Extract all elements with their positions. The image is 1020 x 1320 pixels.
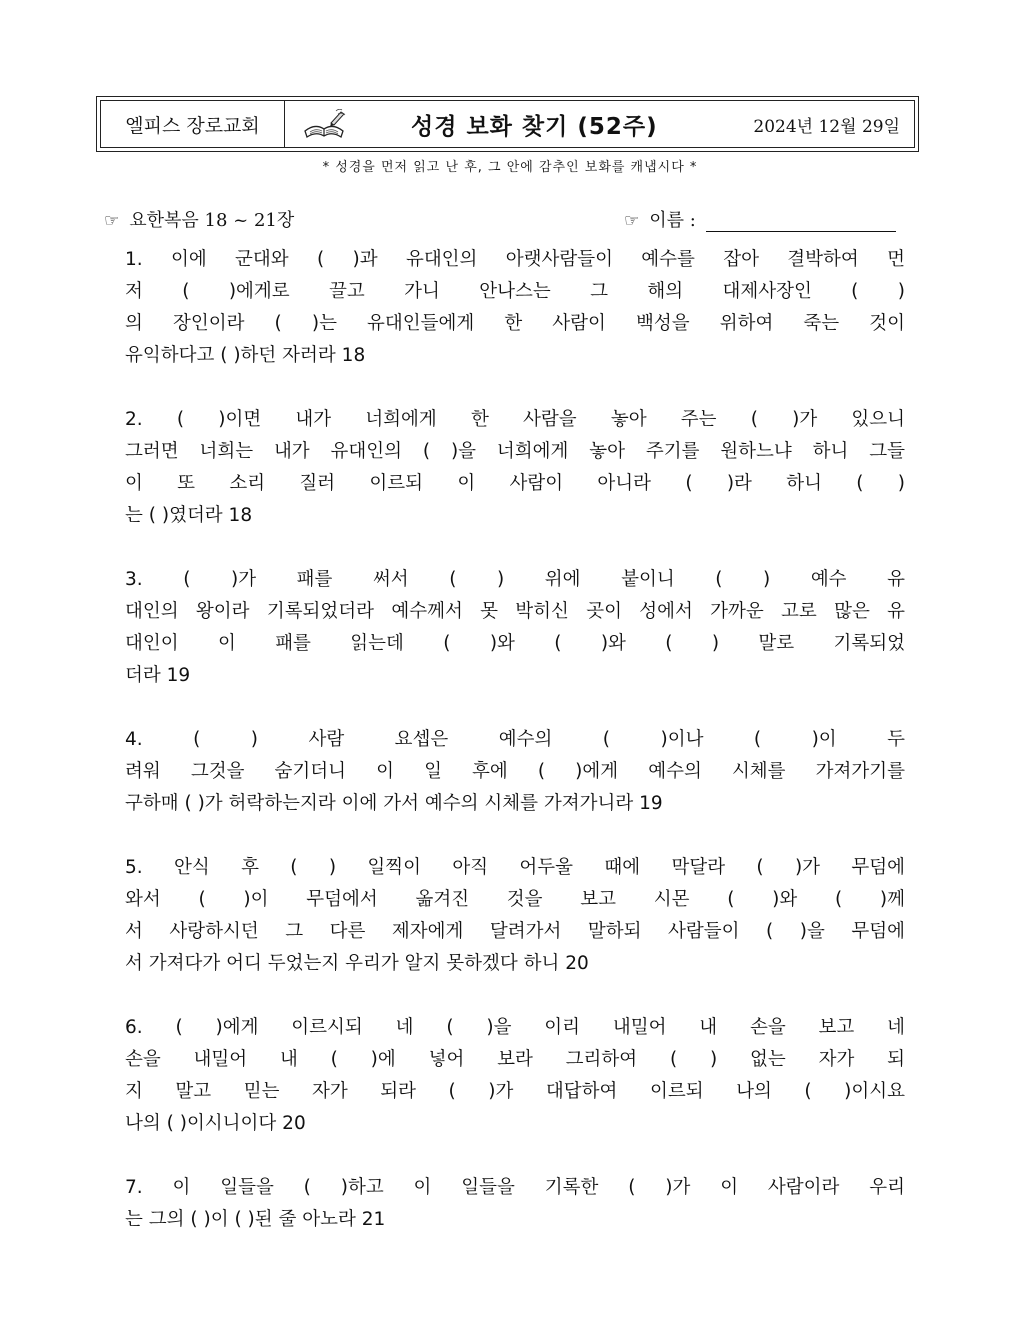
question-text-line: 와서 ( )이 무덤에서 옮겨진 것을 보고 시몬 ( )와 ( )께: [125, 889, 905, 910]
question-item: [125, 852, 905, 980]
question-item: [125, 1172, 905, 1236]
header-box: [96, 96, 919, 152]
name-field-group: [624, 206, 896, 232]
pointing-hand-icon: ☞: [104, 211, 120, 231]
header-inner-border: [100, 100, 915, 148]
page-title: 성경 보화 찾기 (52주): [411, 113, 658, 140]
question-text-line: 더라 19: [125, 665, 191, 686]
question-text-line: 6. ( )에게 이르시되 네 ( )을 이리 내밀어 내 손을 보고 네: [125, 1017, 905, 1038]
question-text-line: 는 그의 ( )이 ( )된 줄 아노라 21: [125, 1209, 386, 1230]
question-text-line: 는 ( )였더라 18: [125, 505, 253, 526]
date-label: 2024년 12월 29일: [753, 116, 900, 137]
question-text-line: 서 가져다가 어디 두었는지 우리가 알지 못하겠다 하니 20: [125, 953, 589, 974]
open-bible-icon: [301, 109, 347, 143]
scripture-label: 요한복음 18 ~ 21장: [129, 210, 295, 231]
question-text-line: 서 사랑하시던 그 다른 제자에게 달려가서 말하되 사람들이 ( )을 무덤에: [125, 921, 905, 942]
church-name: 엘피스 장로교회: [101, 101, 285, 147]
question-text-line: 3. ( )가 패를 써서 ( ) 위에 붙이니 ( ) 예수 유: [125, 569, 905, 590]
question-text-line: 그러면 너희는 내가 유대인의 ( )을 너희에게 놓아 주기를 원하느냐 하니 그들: [125, 441, 905, 462]
name-label: 이름 :: [649, 210, 696, 231]
question-text-line: 1. 이에 군대와 ( )과 유대인의 아랫사람들이 예수를 잡아 결박하여 먼: [125, 249, 905, 270]
question-text-line: 나의 ( )이시니이다 20: [125, 1113, 306, 1134]
question-text-line: 대인의 왕이라 기록되었더라 예수께서 못 박히신 곳이 성에서 가까운 고로 많은 유: [125, 601, 905, 622]
question-list: [125, 244, 905, 1268]
question-text-line: 2. ( )이면 내가 너희에게 한 사람을 놓아 주는 ( )가 있으니: [125, 409, 905, 430]
question-text-line: 대인이 이 패를 읽는데 ( )와 ( )와 ( ) 말로 기록되었: [125, 633, 905, 654]
question-text-line: 의 장인이라 ( )는 유대인들에게 한 사람이 백성을 위하여 죽는 것이: [125, 313, 905, 334]
question-item: [125, 564, 905, 692]
question-text-line: 지 말고 믿는 자가 되라 ( )가 대답하여 이르되 나의 ( )이시요: [125, 1081, 905, 1102]
instruction-subtitle: * 성경을 먼저 읽고 난 후, 그 안에 감추인 보화를 캐냅시다 *: [322, 160, 698, 175]
scripture-reference: [104, 206, 294, 232]
question-text-line: 구하매 ( )가 허락하는지라 이에 가서 예수의 시체를 가져가니라 19: [125, 793, 663, 814]
question-text-line: 유익하다고 ( )하던 자러라 18: [125, 345, 366, 366]
name-input-line[interactable]: [706, 211, 896, 232]
question-item: [125, 724, 905, 820]
question-text-line: 4. ( ) 사람 요셉은 예수의 ( )이나 ( )이 두: [125, 729, 905, 750]
question-text-line: 손을 내밀어 내 ( )에 넣어 보라 그리하여 ( ) 없는 자가 되: [125, 1049, 905, 1070]
question-text-line: 7. 이 일들을 ( )하고 이 일들을 기록한 ( )가 이 사람이라 우리: [125, 1177, 905, 1198]
question-text-line: 려워 그것을 숨기더니 이 일 후에 ( )에게 예수의 시체를 가져가기를: [125, 761, 905, 782]
question-item: [125, 1012, 905, 1140]
question-text-line: 저 ( )에게로 끌고 가니 안나스는 그 해의 대제사장인 ( ): [125, 281, 905, 302]
question-text-line: 이 또 소리 질러 이르되 이 사람이 아니라 ( )라 하니 ( ): [125, 473, 905, 494]
question-item: [125, 404, 905, 532]
question-text-line: 5. 안식 후 ( ) 일찍이 아직 어두울 때에 막달라 ( )가 무덤에: [125, 857, 905, 878]
question-item: [125, 244, 905, 372]
pointing-hand-icon: ☞: [624, 211, 640, 231]
